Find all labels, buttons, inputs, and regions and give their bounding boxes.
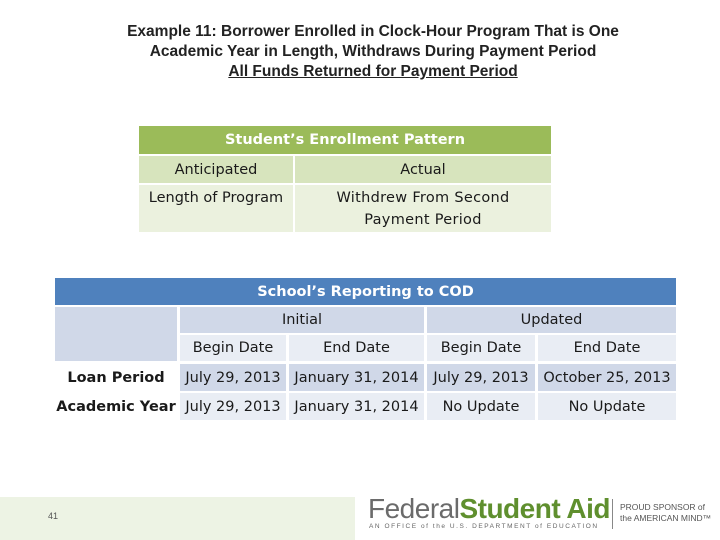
slide-title: [40, 22, 706, 82]
academic-year-initial-end: January 31, 2014: [289, 393, 424, 420]
reporting-corner-cell: [55, 307, 177, 361]
logo-tagline: AN OFFICE of the U.S. DEPARTMENT of EDUCATION: [369, 523, 599, 530]
enrollment-table-header: Student’s Enrollment Pattern: [139, 126, 551, 154]
title-line-1: Example 11: Borrower Enrolled in Clock-Hour Program That is One: [127, 23, 619, 40]
loan-period-initial-end: January 31, 2014: [289, 364, 424, 391]
loan-period-updated-end: October 25, 2013: [538, 364, 676, 391]
title-line-2: Academic Year in Length, Withdraws During Payment Period: [149, 43, 597, 60]
sponsor-text: [620, 502, 711, 524]
cell-length-of-program: Length of Program: [139, 185, 293, 232]
loan-period-updated-begin: July 29, 2013: [427, 364, 535, 391]
academic-year-updated-end: No Update: [538, 393, 676, 420]
group-header-initial: Initial: [180, 307, 424, 333]
logo-student-aid: Student Aid: [459, 493, 610, 524]
column-header-actual: Actual: [295, 156, 551, 183]
sponsor-line-2: the AMERICAN MIND™: [620, 513, 712, 523]
subheader-updated-end: End Date: [538, 335, 676, 361]
column-header-anticipated: Anticipated: [139, 156, 293, 183]
sponsor-line-1: PROUD SPONSOR of: [620, 502, 706, 512]
footer-divider: [612, 499, 613, 529]
row-label-academic-year: Academic Year: [56, 398, 176, 415]
title-line-3: All Funds Returned for Payment Period: [228, 63, 518, 80]
federal-student-aid-logo: [368, 494, 608, 534]
group-header-updated: Updated: [427, 307, 676, 333]
row-label-loan-period: Loan Period: [67, 369, 165, 386]
logo-wordmark: [368, 494, 610, 524]
subheader-initial-begin: Begin Date: [180, 335, 286, 361]
academic-year-updated-begin: No Update: [427, 393, 535, 420]
page-number: 41: [48, 511, 59, 521]
logo-federal: Federal: [368, 493, 460, 524]
loan-period-initial-begin: July 29, 2013: [180, 364, 286, 391]
subheader-updated-begin: Begin Date: [427, 335, 535, 361]
academic-year-initial-begin: July 29, 2013: [180, 393, 286, 420]
subheader-initial-end: End Date: [289, 335, 424, 361]
cell-withdrew: Withdrew From Second Payment Period: [295, 185, 551, 232]
reporting-table-header: School’s Reporting to COD: [55, 278, 676, 305]
